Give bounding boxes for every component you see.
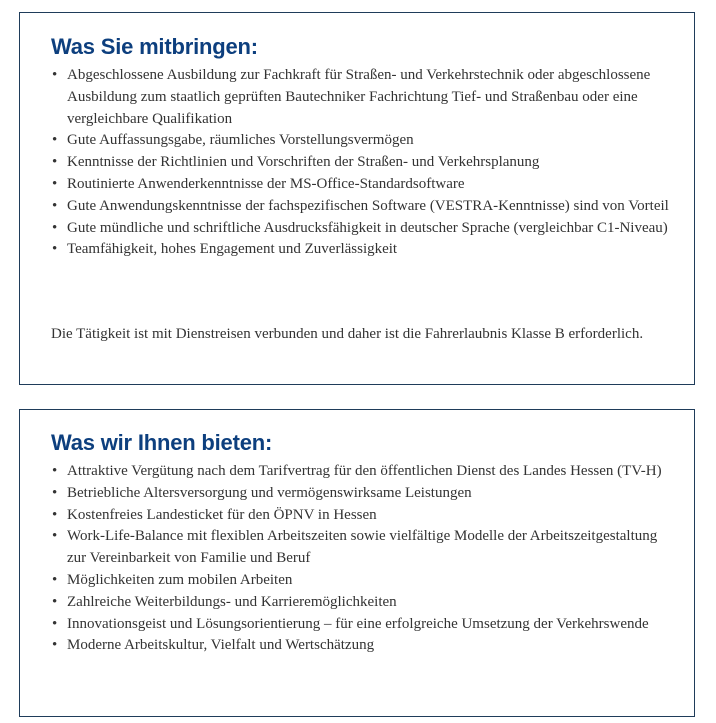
- requirements-heading: Was Sie mitbringen:: [51, 34, 258, 59]
- bullet-icon: •: [52, 241, 58, 258]
- list-item: [51, 526, 671, 570]
- bullet-icon: •: [52, 615, 58, 632]
- list-item-text: Moderne Arbeitskultur, Vielfalt und Wertschätzung: [67, 637, 375, 654]
- list-item: [51, 592, 671, 614]
- list-item: [51, 196, 671, 218]
- list-item-text: Gute mündliche und schriftliche Ausdrucksfähigkeit in deutscher Sprache (vergleichbar C1-Niveau): [67, 219, 668, 236]
- offer-heading: Was wir Ihnen bieten:: [51, 430, 273, 455]
- list-item-text: Kostenfreies Landesticket für den ÖPNV in Hessen: [67, 506, 377, 523]
- list-item-text: Teamfähigkeit, hohes Engagement und Zuverlässigkeit: [67, 241, 398, 258]
- bullet-icon: •: [52, 484, 58, 501]
- bullet-icon: •: [52, 571, 58, 588]
- bullet-icon: •: [52, 175, 58, 192]
- bullet-icon: •: [52, 593, 58, 610]
- list-item: [51, 152, 671, 174]
- bullet-icon: •: [52, 637, 58, 654]
- list-item: [51, 635, 671, 657]
- list-item-text: Abgeschlossene Ausbildung zur Fachkraft für Straßen- und Verkehrstechnik oder abgeschlossene Ausbildung zum staatlich geprüften Bautechniker Fachrichtung Tief- und Straßenbau oder eine vergleichbare Qualifikation: [67, 67, 651, 127]
- list-item: [51, 65, 671, 130]
- bullet-icon: •: [52, 132, 58, 149]
- bullet-icon: •: [52, 219, 58, 236]
- list-item-text: Zahlreiche Weiterbildungs- und Karrieremöglichkeiten: [67, 593, 397, 610]
- list-item-text: Betriebliche Altersversorgung und vermögenswirksame Leistungen: [67, 484, 472, 501]
- list-item: [51, 570, 671, 592]
- list-item-text: Attraktive Vergütung nach dem Tarifvertrag für den öffentlichen Dienst des Landes Hessen (TV-H): [67, 463, 662, 479]
- list-item-text: Gute Anwendungskenntnisse der fachspezifischen Software (VESTRA-Kenntnisse) sind von Vorteil: [67, 197, 669, 214]
- list-item-text: Innovationsgeist und Lösungsorientierung – für eine erfolgreiche Umsetzung der Verkehrswende: [67, 615, 649, 632]
- list-item-text: Möglichkeiten zum mobilen Arbeiten: [67, 571, 293, 588]
- bullet-icon: •: [52, 154, 58, 171]
- bullet-icon: •: [52, 506, 58, 523]
- list-item-text: Routinierte Anwenderkenntnisse der MS-Office-Standardsoftware: [67, 175, 465, 192]
- list-item-text: Work-Life-Balance mit flexiblen Arbeitszeiten sowie vielfältige Modelle der Arbeitszeitgestaltung zur Vereinbarkeit von Familie und Beruf: [67, 528, 658, 567]
- offer-list: [51, 461, 671, 657]
- list-item-text: Kenntnisse der Richtlinien und Vorschriften der Straßen- und Verkehrsplanung: [67, 154, 540, 171]
- bullet-icon: •: [52, 197, 58, 214]
- offer-section: [19, 409, 695, 717]
- list-item: [51, 239, 671, 261]
- list-item: [51, 614, 671, 636]
- list-item: [51, 130, 671, 152]
- requirements-section: [19, 12, 695, 385]
- bullet-icon: •: [52, 67, 58, 83]
- bullet-icon: •: [52, 528, 58, 545]
- requirements-list: [51, 65, 671, 261]
- list-item: [51, 461, 671, 483]
- list-item: [51, 174, 671, 196]
- list-item-text: Gute Auffassungsgabe, räumliches Vorstellungsvermögen: [67, 132, 414, 149]
- list-item: [51, 483, 671, 505]
- requirements-note: Die Tätigkeit ist mit Dienstreisen verbunden und daher ist die Fahrerlaubnis Klasse B erforderlich.: [51, 326, 644, 342]
- bullet-icon: •: [52, 463, 58, 479]
- list-item: [51, 505, 671, 527]
- list-item: [51, 218, 671, 240]
